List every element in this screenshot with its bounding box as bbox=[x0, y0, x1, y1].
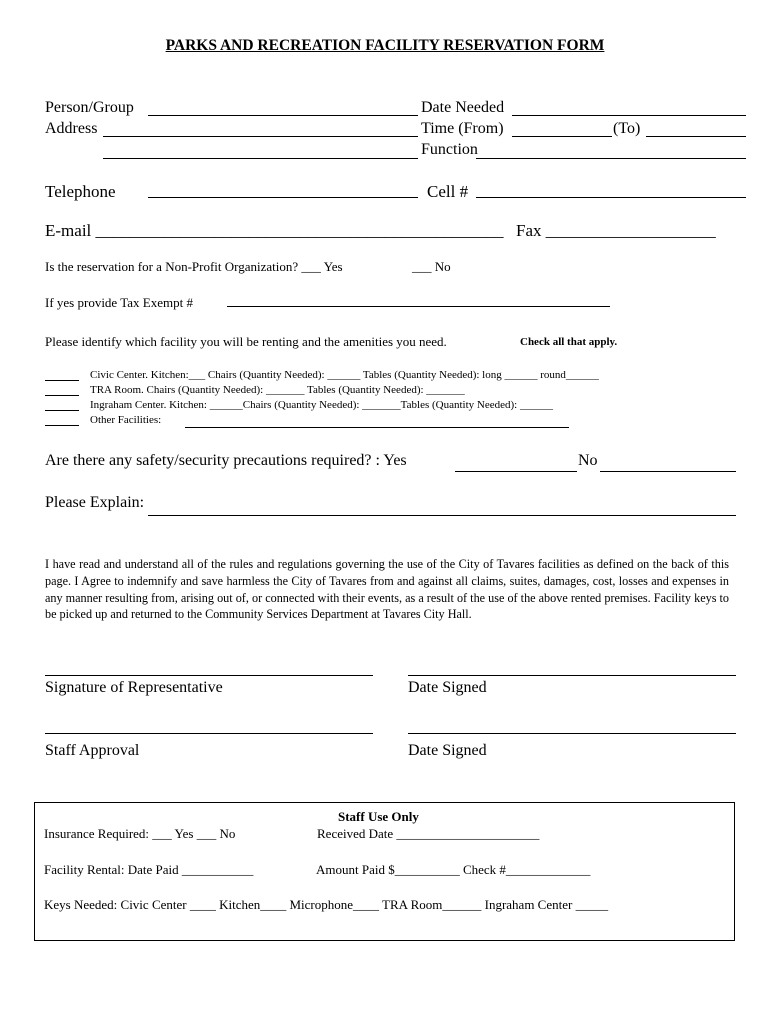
time-from-field[interactable] bbox=[512, 136, 612, 137]
explain-field[interactable] bbox=[148, 515, 736, 516]
function-label: Function bbox=[421, 141, 478, 158]
time-from-label: Time (From) bbox=[421, 120, 504, 137]
cell-label: Cell # bbox=[427, 182, 469, 201]
staff-approval-line[interactable] bbox=[45, 733, 373, 734]
person-group-label: Person/Group bbox=[45, 99, 134, 116]
address-field-2[interactable] bbox=[103, 158, 418, 159]
keys-needed[interactable]: Keys Needed: Civic Center ____ Kitchen____ Microphone____ TRA Room______ Ingraham Center _____ bbox=[44, 897, 609, 912]
facility-prompt: Please identify which facility you will be renting and the amenities you need. bbox=[45, 334, 447, 349]
telephone-label: Telephone bbox=[45, 182, 116, 201]
staff-use-heading: Staff Use Only bbox=[338, 809, 419, 824]
safety-question: Are there any safety/security precautions required? : Yes bbox=[45, 452, 407, 469]
other-facilities-label: Other Facilities: bbox=[90, 414, 162, 426]
amount-paid-check[interactable]: Amount Paid $__________ Check #_____________ bbox=[316, 862, 591, 877]
check-all-note: Check all that apply. bbox=[520, 336, 618, 348]
fax-label[interactable]: Fax ____________________ bbox=[516, 221, 716, 240]
facility-rental-date-paid[interactable]: Facility Rental: Date Paid ___________ bbox=[44, 862, 254, 877]
rep-signature-line[interactable] bbox=[45, 675, 373, 676]
other-facilities-field[interactable] bbox=[185, 427, 569, 428]
address-field[interactable] bbox=[103, 136, 418, 137]
date-signed-line-2[interactable] bbox=[408, 733, 736, 734]
time-to-field[interactable] bbox=[646, 136, 746, 137]
function-field[interactable] bbox=[476, 158, 746, 159]
form-title: PARKS AND RECREATION FACILITY RESERVATION FORM bbox=[165, 37, 605, 54]
tra-room-item[interactable]: TRA Room. Chairs (Quantity Needed): _______ Tables (Quantity Needed): _______ bbox=[90, 384, 465, 396]
nonprofit-no[interactable]: ___ No bbox=[412, 259, 451, 274]
agreement-text: I have read and understand all of the rules and regulations governing the use of the City of Tavares facilities as defined on the back of this page. I Agree to indemnify and save harmless the City of Tavares from and against all claims, suites, damages, cost, losses and expenses in any manner resulting from, arising out of, or connected with their events, as a result of the use of the above rented premises. Facility keys to be picked up and returned to the Community Services Department at Tavares City Hall. bbox=[45, 557, 729, 622]
nonprofit-question[interactable]: Is the reservation for a Non-Profit Organization? ___ Yes bbox=[45, 259, 343, 274]
rep-signature-label: Signature of Representative bbox=[45, 679, 223, 696]
received-date[interactable]: Received Date ______________________ bbox=[317, 826, 540, 841]
safety-no-label: No bbox=[578, 452, 598, 469]
person-group-field[interactable] bbox=[148, 115, 418, 116]
telephone-field[interactable] bbox=[148, 197, 418, 198]
date-signed-label-1: Date Signed bbox=[408, 679, 487, 696]
date-signed-label-2: Date Signed bbox=[408, 742, 487, 759]
insurance-required[interactable]: Insurance Required: ___ Yes ___ No bbox=[44, 826, 236, 841]
tax-exempt-label: If yes provide Tax Exempt # bbox=[45, 295, 193, 310]
other-facilities-checkbox[interactable] bbox=[45, 425, 79, 426]
date-needed-field[interactable] bbox=[512, 115, 746, 116]
date-needed-label: Date Needed bbox=[421, 99, 505, 116]
civic-center-checkbox[interactable] bbox=[45, 380, 79, 381]
staff-approval-label: Staff Approval bbox=[45, 742, 140, 759]
ingraham-center-item[interactable]: Ingraham Center. Kitchen: ______Chairs (Quantity Needed): _______Tables (Quantity Needed): ______ bbox=[90, 399, 553, 411]
date-signed-line-1[interactable] bbox=[408, 675, 736, 676]
email-label[interactable]: E-mail ________________________________________________ bbox=[45, 221, 504, 240]
safety-yes-field[interactable] bbox=[455, 471, 577, 472]
tax-exempt-field[interactable] bbox=[227, 306, 610, 307]
explain-label: Please Explain: bbox=[45, 494, 145, 511]
tra-room-checkbox[interactable] bbox=[45, 395, 79, 396]
cell-field[interactable] bbox=[476, 197, 746, 198]
safety-no-field[interactable] bbox=[600, 471, 736, 472]
ingraham-center-checkbox[interactable] bbox=[45, 410, 79, 411]
civic-center-item[interactable]: Civic Center. Kitchen:___ Chairs (Quantity Needed): ______ Tables (Quantity Needed): long ______ round______ bbox=[90, 369, 599, 381]
time-to-label: (To) bbox=[613, 120, 641, 137]
address-label: Address bbox=[45, 120, 98, 137]
